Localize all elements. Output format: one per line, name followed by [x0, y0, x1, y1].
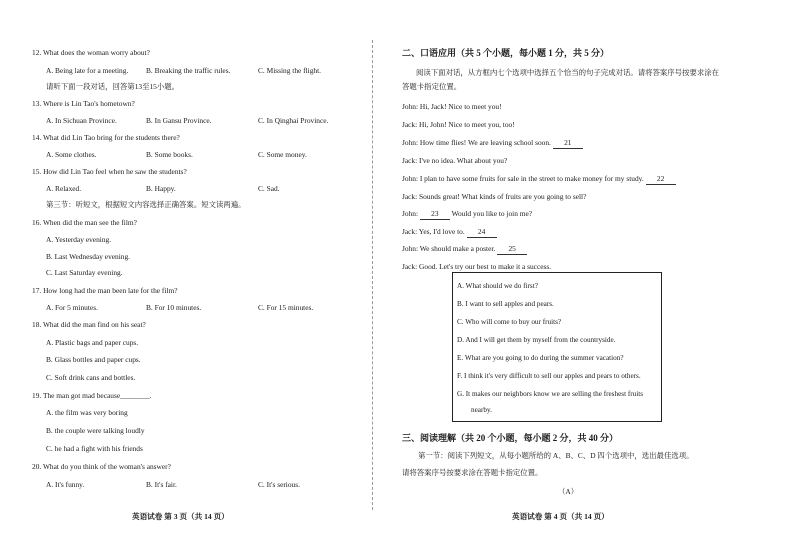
blank-23: 23 [420, 209, 450, 220]
q12-option-b: B. Breaking the traffic rules. [146, 66, 231, 75]
blank-25: 25 [497, 244, 527, 255]
option-f: F. I think it's very difficult to sell our apples and pears to others. [457, 372, 641, 380]
q14-option-c: C. Some money. [258, 150, 307, 159]
blank-24: 24 [467, 227, 497, 238]
dialogue-line-10: Jack: Good. Let's try our best to make it a success. [402, 262, 552, 271]
left-page [0, 0, 380, 560]
dialogue-line-1: John: Hi, Jack! Nice to meet you! [402, 102, 502, 111]
q13-option-a: A. In Sichuan Province. [46, 116, 117, 125]
option-c: C. Who will come to buy our fruits? [457, 318, 562, 326]
dialogue-line-8 [402, 227, 497, 238]
left-page-footer: 英语试卷 第 3 页（共 14 页） [132, 512, 229, 521]
dialogue-line-5-text: John: I plan to have some fruits for sale in the street to make money for my study. [402, 174, 644, 183]
question-12: 12. What does the woman worry about? [32, 48, 150, 57]
passage-label: （A） [558, 487, 579, 496]
dialogue-line-5 [402, 174, 676, 185]
dialogue-line-7 [402, 209, 532, 220]
q16-option-c: C. Last Saturday evening. [46, 268, 123, 277]
section3-title: 三、阅读理解（共 20 个小题，每小题 2 分，共 40 分） [402, 433, 619, 443]
question-16: 16. When did the man see the film? [32, 218, 137, 227]
question-18: 18. What did the man find on his seat? [32, 320, 146, 329]
section3-instruction-line-2: 请将答案序号按要求涂在答题卡指定位置。 [402, 468, 543, 477]
dialogue-line-9-text: John: We should make a poster. [402, 244, 496, 253]
q16-option-a: A. Yesterday evening. [46, 235, 112, 244]
blank-22: 22 [646, 174, 676, 185]
q17-option-b: B. For 10 minutes. [146, 303, 202, 312]
q15-option-c: C. Sad. [258, 184, 280, 193]
q19-option-c: C. he had a fight with his friends [46, 444, 143, 453]
question-13: 13. Where is Lin Tao's hometown? [32, 99, 135, 108]
q12-option-c: C. Missing the flight. [258, 66, 322, 75]
option-b: B. I want to sell apples and pears. [457, 300, 554, 308]
section3-listening-instruction: 第三节：听短文，根据短文内容选择正确答案。短文读两遍。 [46, 200, 246, 209]
q12-option-a: A. Being late for a meeting. [46, 66, 129, 75]
q19-option-a: A. the film was very boring [46, 408, 128, 417]
q20-option-b: B. It's fair. [146, 480, 177, 489]
question-15: 15. How did Lin Tao feel when he saw the students? [32, 167, 187, 176]
question-19: 19. The man got mad because________. [32, 391, 152, 400]
q20-option-c: C. It's serious. [258, 480, 300, 489]
q14-option-b: B. Some books. [146, 150, 193, 159]
q15-option-a: A. Relaxed. [46, 184, 82, 193]
q14-option-a: A. Some clothes. [46, 150, 97, 159]
q18-option-c: C. Soft drink cans and bottles. [46, 373, 136, 382]
q17-option-c: C. For 15 minutes. [258, 303, 314, 312]
option-g: G. It makes our neighbors know we are selling the freshest fruits [457, 390, 644, 398]
right-page-footer: 英语试卷 第 4 页（共 14 页） [512, 512, 609, 521]
dialogue-line-8-text: Jack: Yes, I'd love to. [402, 227, 465, 236]
options-box [452, 272, 662, 422]
option-d: D. And I will get them by myself from the countryside. [457, 336, 616, 344]
option-g-continued: nearby. [471, 406, 492, 414]
question-20: 20. What do you think of the woman's answer? [32, 462, 171, 471]
dialogue-line-7-speaker: John: [402, 209, 419, 218]
dialogue-line-9 [402, 244, 527, 255]
section2-title: 二、口语应用（共 5 个小题，每小题 1 分，共 5 分） [402, 48, 610, 58]
blank-21: 21 [553, 138, 583, 149]
page-divider [372, 40, 373, 510]
section2-instruction: 阅读下面对话，从方框内七个选项中选择五个恰当的句子完成对话。请将答案序号按要求涂在答题卡指定位置。 [402, 68, 720, 91]
dialogue-line-3 [402, 138, 583, 149]
q13-option-c: C. In Qinghai Province. [258, 116, 329, 125]
q13-option-b: B. In Gansu Province. [146, 116, 212, 125]
dialogue-line-2: Jack: Hi, John! Nice to meet you, too! [402, 120, 515, 129]
q16-option-b: B. Last Wednesday evening. [46, 252, 131, 261]
q18-option-a: A. Plastic bags and paper cups. [46, 338, 139, 347]
dialogue-line-4: Jack: I've no idea. What about you? [402, 156, 508, 165]
section3-instruction-line-1: 第一节：阅读下列短文，从每小题所给的 A、B、C、D 四个选项中，选出最佳选项。 [418, 451, 694, 460]
q19-option-b: B. the couple were talking loudly [46, 426, 145, 435]
dialogue-line-3-text: John: How time flies! We are leaving school soon. [402, 138, 551, 147]
q17-option-a: A. For 5 minutes. [46, 303, 98, 312]
question-17: 17. How long had the man been late for the film? [32, 286, 178, 295]
instruction-13-15: 请听下面一段对话，回答第13至15小题。 [46, 82, 180, 91]
dialogue-line-7-text: Would you like to join me? [451, 209, 533, 218]
q15-option-b: B. Happy. [146, 184, 176, 193]
option-e: E. What are you going to do during the summer vacation? [457, 354, 624, 362]
q18-option-b: B. Glass bottles and paper cups. [46, 355, 141, 364]
option-a: A. What should we do first? [457, 282, 538, 290]
question-14: 14. What did Lin Tao bring for the students there? [32, 133, 180, 142]
q20-option-a: A. It's funny. [46, 480, 85, 489]
dialogue-line-6: Jack: Sounds great! What kinds of fruits are you going to sell? [402, 192, 587, 201]
